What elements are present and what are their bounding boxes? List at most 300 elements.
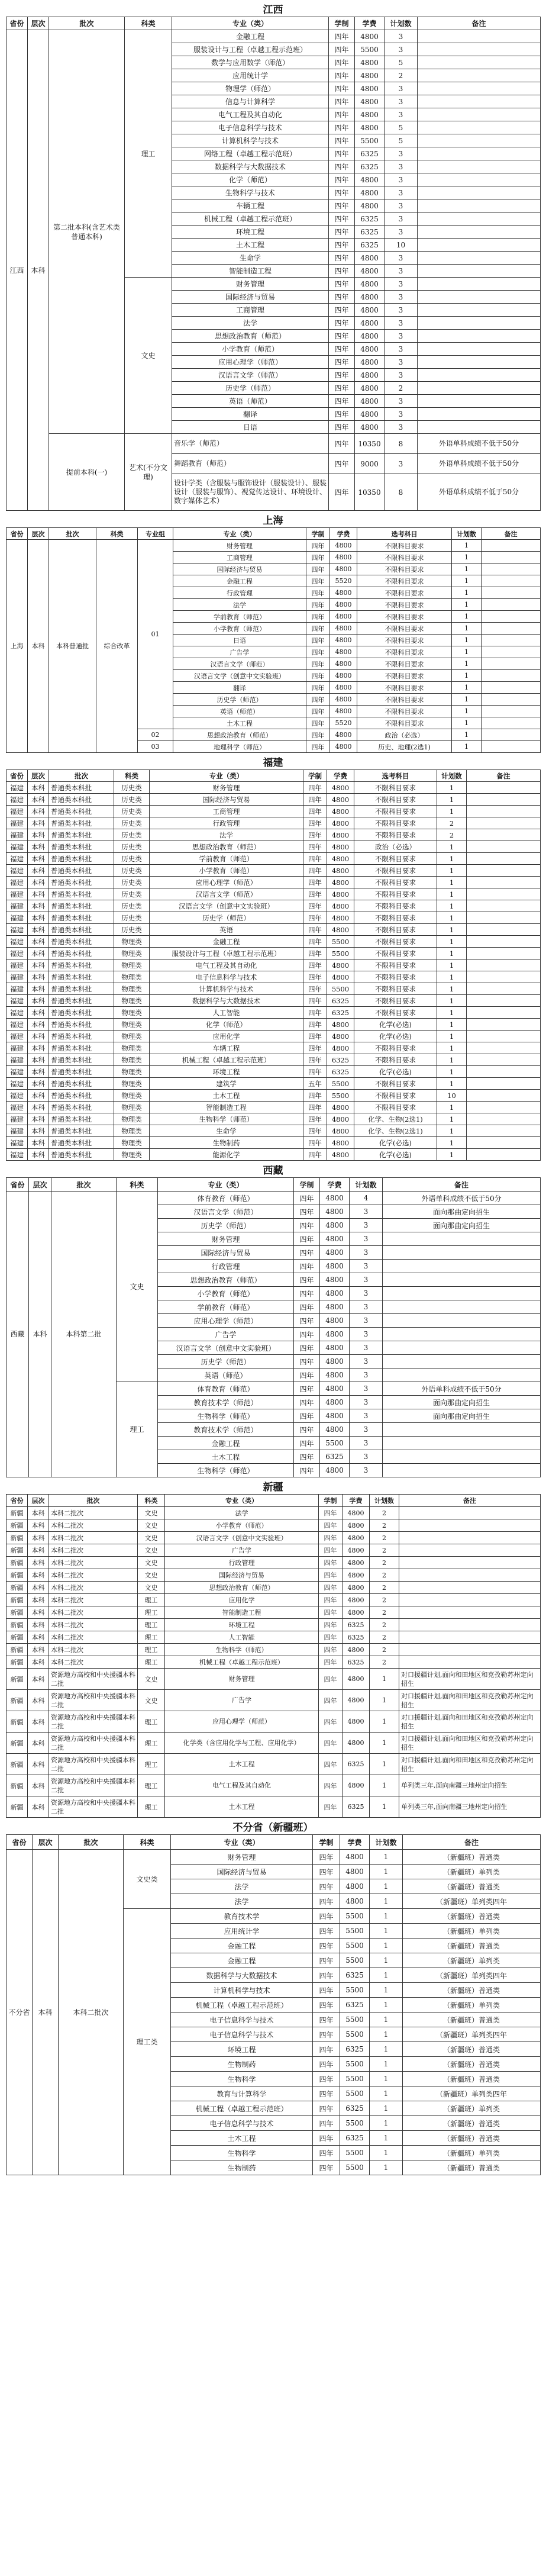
table-cell bbox=[383, 1464, 541, 1477]
table-cell: 不限科目要求 bbox=[354, 983, 437, 995]
table-cell: 新疆 bbox=[7, 1796, 28, 1818]
table-cell: 历史学（师范） bbox=[158, 1219, 294, 1232]
table-cell: 4800 bbox=[330, 564, 357, 575]
table-cell: 小学教育（师范） bbox=[173, 623, 306, 635]
table-cell: 本科 bbox=[28, 877, 49, 888]
table-cell: 历史类 bbox=[114, 794, 150, 806]
table-cell: 2 bbox=[370, 1631, 399, 1644]
section-title-bufen: 不分省（新疆班） bbox=[232, 1822, 314, 1834]
table-cell: 4800 bbox=[327, 1102, 354, 1113]
table-cell: 6325 bbox=[327, 1054, 354, 1066]
column-header: 专业（类） bbox=[173, 528, 306, 540]
table-cell: 四年 bbox=[306, 682, 330, 694]
table-cell: 文史 bbox=[138, 1532, 165, 1544]
column-header: 学费 bbox=[343, 1495, 370, 1507]
table-row bbox=[7, 888, 541, 900]
table-cell bbox=[383, 1368, 541, 1382]
table-cell: 本科二批次 bbox=[49, 1582, 138, 1594]
table-row bbox=[7, 841, 541, 853]
table-cell: 广告学 bbox=[173, 646, 306, 658]
table-cell: 四年 bbox=[306, 717, 330, 729]
table-cell bbox=[467, 1137, 541, 1149]
table-row bbox=[7, 1192, 541, 1205]
table-cell: 3 bbox=[385, 95, 418, 108]
table-cell: 6325 bbox=[340, 2101, 370, 2116]
header-row bbox=[7, 17, 541, 30]
table-cell: 生物科学（师范） bbox=[165, 1644, 319, 1656]
table-cell: 文史 bbox=[125, 278, 172, 434]
table-cell: 本科 bbox=[28, 540, 49, 753]
table-cell: 3 bbox=[385, 395, 418, 408]
table-shanghai bbox=[6, 527, 541, 753]
table-cell: 5500 bbox=[340, 2072, 370, 2086]
table-cell: 4800 bbox=[327, 1137, 354, 1149]
table-cell: 福建 bbox=[7, 1125, 28, 1137]
column-header: 科类 bbox=[138, 1495, 165, 1507]
table-cell: 四年 bbox=[329, 474, 355, 511]
table-row bbox=[7, 959, 541, 971]
table-cell: 1 bbox=[437, 1125, 467, 1137]
table-cell: 不限科目要求 bbox=[354, 971, 437, 983]
table-cell: 3 bbox=[385, 43, 418, 56]
table-cell: 新疆 bbox=[7, 1582, 28, 1594]
table-cell: 3 bbox=[350, 1287, 383, 1300]
table-cell: 9000 bbox=[355, 454, 385, 474]
table-cell: 日语 bbox=[172, 421, 329, 434]
table-cell: 5500 bbox=[320, 1437, 350, 1450]
table-cell: 3 bbox=[350, 1260, 383, 1273]
table-cell: 4800 bbox=[343, 1711, 370, 1733]
table-row bbox=[7, 1606, 541, 1619]
table-cell: 不限科目要求 bbox=[354, 877, 437, 888]
column-header: 计划数 bbox=[370, 1495, 399, 1507]
table-cell: 3 bbox=[350, 1382, 383, 1396]
table-cell: 1 bbox=[452, 587, 482, 599]
table-cell bbox=[418, 173, 541, 186]
table-cell: 4800 bbox=[327, 853, 354, 865]
table-cell bbox=[467, 1102, 541, 1113]
table-cell: 生物制药 bbox=[171, 2057, 313, 2072]
table-cell: 文史 bbox=[138, 1557, 165, 1569]
table-cell: 5 bbox=[385, 121, 418, 134]
table-cell: 4800 bbox=[320, 1232, 350, 1246]
table-cell: 1 bbox=[437, 1102, 467, 1113]
table-cell: 本科 bbox=[28, 1519, 49, 1532]
table-row bbox=[7, 1054, 541, 1066]
table-cell: 4800 bbox=[355, 56, 385, 69]
table-row bbox=[7, 434, 541, 454]
table-row bbox=[7, 1090, 541, 1102]
table-cell: 四年 bbox=[306, 587, 330, 599]
table-cell: 本科 bbox=[28, 1007, 49, 1019]
table-cell: 4800 bbox=[355, 30, 385, 43]
table-cell: 四年 bbox=[303, 1054, 327, 1066]
table-cell: 4800 bbox=[330, 694, 357, 706]
table-cell: 福建 bbox=[7, 1007, 28, 1019]
table-cell bbox=[383, 1328, 541, 1341]
table-cell: 3 bbox=[350, 1355, 383, 1368]
table-cell: 本科 bbox=[28, 1690, 49, 1711]
table-cell: 理工 bbox=[117, 1382, 158, 1477]
table-cell: 四年 bbox=[319, 1656, 343, 1669]
table-cell: 四年 bbox=[303, 983, 327, 995]
column-header: 专业（类） bbox=[171, 1835, 313, 1850]
table-cell: 4800 bbox=[320, 1368, 350, 1382]
table-cell: 3 bbox=[350, 1314, 383, 1328]
table-cell: 3 bbox=[350, 1464, 383, 1477]
table-cell: 物理类 bbox=[114, 995, 150, 1007]
table-cell: 四年 bbox=[303, 1113, 327, 1125]
table-cell bbox=[418, 239, 541, 252]
table-cell: 物理类 bbox=[114, 1149, 150, 1161]
table-cell: 福建 bbox=[7, 1066, 28, 1078]
table-cell: 6325 bbox=[343, 1619, 370, 1631]
table-cell: 思想政治教育（师范） bbox=[150, 841, 303, 853]
table-cell: 生物科学（师范） bbox=[150, 1113, 303, 1125]
table-cell: 1 bbox=[437, 959, 467, 971]
table-cell: 四年 bbox=[303, 936, 327, 948]
table-cell: 福建 bbox=[7, 995, 28, 1007]
table-cell: 5500 bbox=[340, 2057, 370, 2072]
table-cell: 不限科目要求 bbox=[354, 948, 437, 959]
column-header: 层次 bbox=[28, 17, 49, 30]
table-cell: 四年 bbox=[313, 2101, 340, 2116]
column-header: 计划数 bbox=[385, 17, 418, 30]
table-cell: 本科 bbox=[28, 1606, 49, 1619]
table-cell: 政治（必选） bbox=[357, 729, 452, 741]
table-cell: 英语 bbox=[150, 924, 303, 936]
table-cell: 四年 bbox=[313, 1850, 340, 1865]
table-cell: 物理类 bbox=[114, 1066, 150, 1078]
table-cell: 福建 bbox=[7, 782, 28, 794]
table-cell: 环境工程 bbox=[150, 1066, 303, 1078]
table-cell: 四年 bbox=[303, 995, 327, 1007]
table-cell: 4800 bbox=[320, 1287, 350, 1300]
table-cell: 3 bbox=[350, 1450, 383, 1464]
table-row bbox=[7, 1690, 541, 1711]
table-cell: 4800 bbox=[327, 794, 354, 806]
table-cell bbox=[399, 1519, 541, 1532]
table-cell: 财务管理 bbox=[150, 782, 303, 794]
table-cell: 4800 bbox=[343, 1519, 370, 1532]
table-cell: 四年 bbox=[306, 658, 330, 670]
table-cell: 金融工程 bbox=[150, 936, 303, 948]
table-cell: 6325 bbox=[340, 1968, 370, 1983]
table-cell: 智能制造工程 bbox=[172, 265, 329, 278]
table-cell: 1 bbox=[370, 2057, 403, 2072]
table-cell: 本科 bbox=[28, 1507, 49, 1519]
table-cell: 本科 bbox=[28, 1582, 49, 1594]
table-cell: 应用化学 bbox=[150, 1031, 303, 1042]
table-cell: 思想政治教育（师范） bbox=[165, 1582, 319, 1594]
table-cell: 不限科目要求 bbox=[354, 829, 437, 841]
column-header: 批次 bbox=[49, 528, 96, 540]
table-cell: 普通类本科批 bbox=[49, 971, 114, 983]
table-cell: 本科 bbox=[28, 1078, 49, 1090]
table-cell: 四年 bbox=[303, 1137, 327, 1149]
table-cell: 四年 bbox=[329, 147, 355, 160]
table-cell: 四年 bbox=[306, 729, 330, 741]
column-header: 学费 bbox=[340, 1835, 370, 1850]
table-cell: 不限科目要求 bbox=[357, 694, 452, 706]
table-cell: 土木工程 bbox=[173, 717, 306, 729]
table-cell bbox=[482, 564, 541, 575]
table-cell: （新疆班）普通类 bbox=[403, 2072, 541, 2086]
table-cell: 1 bbox=[452, 623, 482, 635]
table-cell: 土木工程 bbox=[158, 1450, 294, 1464]
table-cell: 4800 bbox=[320, 1409, 350, 1423]
table-cell: 四年 bbox=[329, 134, 355, 147]
table-cell bbox=[482, 741, 541, 753]
table-cell: 四年 bbox=[294, 1273, 320, 1287]
table-row bbox=[7, 877, 541, 888]
table-cell: 本科 bbox=[28, 841, 49, 853]
table-cell: 本科二批次 bbox=[49, 1606, 138, 1619]
table-cell: 四年 bbox=[303, 1042, 327, 1054]
table-cell: 本科 bbox=[33, 1850, 59, 2175]
table-cell: 四年 bbox=[313, 1953, 340, 1968]
table-cell: 物理学（师范） bbox=[172, 82, 329, 95]
table-cell: 汉语言文学（师范） bbox=[172, 369, 329, 382]
table-cell: 福建 bbox=[7, 1149, 28, 1161]
table-cell: 计算机科学与技术 bbox=[172, 134, 329, 147]
column-header: 计划数 bbox=[437, 770, 467, 782]
table-row bbox=[7, 829, 541, 841]
table-cell: 4800 bbox=[340, 1879, 370, 1894]
table-cell bbox=[418, 43, 541, 56]
table-cell: 4800 bbox=[320, 1341, 350, 1355]
table-cell: 四年 bbox=[329, 108, 355, 121]
table-cell: （新疆班）普通类 bbox=[403, 2116, 541, 2131]
table-cell: 不限科目要求 bbox=[354, 1054, 437, 1066]
table-cell: 01 bbox=[138, 540, 173, 729]
table-cell: 四年 bbox=[306, 575, 330, 587]
table-cell: 5500 bbox=[340, 2086, 370, 2101]
table-cell: 四年 bbox=[303, 841, 327, 853]
table-cell: 新疆 bbox=[7, 1544, 28, 1557]
table-cell: （新疆班）普通类 bbox=[403, 1939, 541, 1953]
table-cell: 汉语言文学（师范） bbox=[158, 1205, 294, 1219]
table-cell: 普通类本科批 bbox=[49, 1090, 114, 1102]
table-cell: 1 bbox=[452, 658, 482, 670]
table-cell bbox=[383, 1300, 541, 1314]
table-cell: 本科 bbox=[28, 829, 49, 841]
table-cell: 1 bbox=[370, 1894, 403, 1909]
table-cell: 4800 bbox=[327, 782, 354, 794]
table-cell: 四年 bbox=[313, 1879, 340, 1894]
table-cell: 四年 bbox=[329, 56, 355, 69]
table-cell bbox=[399, 1606, 541, 1619]
table-cell: 环境工程 bbox=[172, 226, 329, 239]
table-cell: 3 bbox=[385, 30, 418, 43]
table-cell: 应用化学 bbox=[165, 1594, 319, 1606]
table-cell: 4800 bbox=[327, 971, 354, 983]
table-cell: 本科 bbox=[28, 912, 49, 924]
table-cell: 本科 bbox=[28, 1733, 49, 1754]
table-cell: 4800 bbox=[343, 1644, 370, 1656]
table-cell: 四年 bbox=[306, 540, 330, 552]
column-header: 计划数 bbox=[452, 528, 482, 540]
table-cell: 6325 bbox=[355, 212, 385, 226]
table-cell: 5500 bbox=[327, 948, 354, 959]
table-cell: 3 bbox=[385, 199, 418, 212]
table-cell bbox=[482, 552, 541, 564]
table-cell: 不限科目要求 bbox=[354, 959, 437, 971]
table-cell: 四年 bbox=[329, 291, 355, 304]
table-cell: 本科 bbox=[28, 1113, 49, 1125]
table-cell: 法学 bbox=[150, 829, 303, 841]
table-cell: 应用心理学（师范） bbox=[158, 1314, 294, 1328]
table-cell: 翻译 bbox=[173, 682, 306, 694]
table-cell bbox=[482, 682, 541, 694]
column-header: 省份 bbox=[7, 17, 28, 30]
table-cell: 5500 bbox=[355, 134, 385, 147]
table-cell: 3 bbox=[385, 330, 418, 343]
table-cell: 小学教育（师范） bbox=[165, 1519, 319, 1532]
table-cell: 四年 bbox=[329, 69, 355, 82]
table-cell: 普通类本科批 bbox=[49, 841, 114, 853]
table-cell: 第二批本科(含艺术类普通本科) bbox=[49, 30, 125, 434]
table-cell: 本科 bbox=[28, 806, 49, 817]
table-cell: 本科 bbox=[29, 1192, 51, 1477]
table-cell bbox=[418, 252, 541, 265]
table-cell: 物理类 bbox=[114, 1019, 150, 1031]
table-row bbox=[7, 1796, 541, 1818]
table-cell: 理工 bbox=[138, 1775, 165, 1796]
table-cell bbox=[383, 1423, 541, 1437]
table-cell: 机械工程（卓越工程示范班） bbox=[150, 1054, 303, 1066]
table-cell: 1 bbox=[370, 1968, 403, 1983]
table-cell: 福建 bbox=[7, 900, 28, 912]
table-cell: 物理类 bbox=[114, 1078, 150, 1090]
table-cell: 不限科目要求 bbox=[357, 575, 452, 587]
table-cell: 综合改革 bbox=[96, 540, 138, 753]
table-cell: 四年 bbox=[329, 382, 355, 395]
table-cell: 3 bbox=[385, 226, 418, 239]
table-cell: 四年 bbox=[329, 95, 355, 108]
table-cell: 生物科学 bbox=[171, 2146, 313, 2160]
table-cell: 4800 bbox=[340, 1865, 370, 1879]
table-cell: 福建 bbox=[7, 948, 28, 959]
table-cell: 1 bbox=[437, 900, 467, 912]
table-cell: 四年 bbox=[303, 1019, 327, 1031]
table-cell: 5500 bbox=[340, 2160, 370, 2175]
table-cell: 4800 bbox=[327, 1113, 354, 1125]
table-cell: 2 bbox=[437, 829, 467, 841]
table-cell: 生命学 bbox=[172, 252, 329, 265]
table-cell bbox=[399, 1544, 541, 1557]
table-cell: 历史类 bbox=[114, 853, 150, 865]
table-cell bbox=[383, 1437, 541, 1450]
table-cell bbox=[399, 1594, 541, 1606]
table-cell: （新疆班）单列类四年 bbox=[403, 2086, 541, 2101]
table-row bbox=[7, 30, 541, 43]
table-cell: 不限科目要求 bbox=[354, 888, 437, 900]
table-cell bbox=[482, 623, 541, 635]
table-cell: 4800 bbox=[320, 1382, 350, 1396]
table-cell: 4800 bbox=[355, 265, 385, 278]
table-cell: 普通类本科批 bbox=[49, 1042, 114, 1054]
table-cell: 机械工程（卓越工程示范班） bbox=[172, 212, 329, 226]
table-cell: 不限科目要求 bbox=[357, 611, 452, 623]
table-cell: 4800 bbox=[327, 865, 354, 877]
table-cell: 1 bbox=[437, 1066, 467, 1078]
table-cell: 环境工程 bbox=[171, 2042, 313, 2057]
header-row bbox=[7, 1178, 541, 1192]
table-cell bbox=[418, 369, 541, 382]
table-cell: 四年 bbox=[313, 1998, 340, 2012]
table-cell: 本科 bbox=[28, 853, 49, 865]
table-cell: 6325 bbox=[327, 1007, 354, 1019]
table-cell: 四年 bbox=[294, 1450, 320, 1464]
table-cell: 1 bbox=[370, 2012, 403, 2027]
table-cell: 10 bbox=[437, 1090, 467, 1102]
table-cell: 6325 bbox=[343, 1656, 370, 1669]
table-cell: 文史 bbox=[138, 1690, 165, 1711]
table-cell bbox=[467, 1031, 541, 1042]
table-cell: 车辆工程 bbox=[150, 1042, 303, 1054]
table-cell: 普通类本科批 bbox=[49, 1102, 114, 1113]
table-cell: 四年 bbox=[329, 30, 355, 43]
table-cell: 不限科目要求 bbox=[354, 865, 437, 877]
table-cell: 2 bbox=[370, 1532, 399, 1544]
table-cell: 四年 bbox=[313, 2027, 340, 2042]
table-cell: 对口援疆计划,面向和田地区和克孜勒苏州定向招生 bbox=[399, 1733, 541, 1754]
table-cell: 四年 bbox=[294, 1382, 320, 1396]
table-cell: 4800 bbox=[343, 1594, 370, 1606]
table-row bbox=[7, 1102, 541, 1113]
table-cell: 不限科目要求 bbox=[357, 717, 452, 729]
table-cell bbox=[467, 948, 541, 959]
table-cell: 汉语言文学（师范） bbox=[150, 888, 303, 900]
table-cell: 本科二批次 bbox=[49, 1656, 138, 1669]
table-cell: 4800 bbox=[355, 343, 385, 356]
table-cell: 四年 bbox=[294, 1368, 320, 1382]
table-row bbox=[7, 1066, 541, 1078]
table-cell: 本科 bbox=[28, 1656, 49, 1669]
table-cell: 不限科目要求 bbox=[357, 540, 452, 552]
table-cell: 设计学类（含服装与服饰设计（服装设计）、服装设计（服装与服饰）、视觉传达设计、环境设计、数字媒体艺术） bbox=[172, 474, 329, 511]
table-cell: 不限科目要求 bbox=[354, 995, 437, 1007]
table-cell: 2 bbox=[370, 1619, 399, 1631]
table-cell: 小学教育（师范） bbox=[158, 1287, 294, 1300]
column-header: 层次 bbox=[29, 1178, 51, 1192]
table-cell: 四年 bbox=[329, 199, 355, 212]
table-cell: 四年 bbox=[303, 1007, 327, 1019]
table-cell: 四年 bbox=[306, 635, 330, 646]
table-cell bbox=[482, 587, 541, 599]
column-header: 批次 bbox=[49, 770, 114, 782]
table-cell: 1 bbox=[437, 983, 467, 995]
table-cell: 不限科目要求 bbox=[354, 900, 437, 912]
table-cell: 本科 bbox=[28, 1544, 49, 1557]
table-cell: 不限科目要求 bbox=[354, 794, 437, 806]
table-cell: 四年 bbox=[313, 1939, 340, 1953]
column-header: 学制 bbox=[306, 528, 330, 540]
table-cell: 3 bbox=[385, 304, 418, 317]
table-cell: 不限科目要求 bbox=[354, 817, 437, 829]
column-header: 层次 bbox=[33, 1835, 59, 1850]
table-cell: 5 bbox=[385, 134, 418, 147]
table-cell: （新疆班）普通类 bbox=[403, 2012, 541, 2027]
table-cell: 不限科目要求 bbox=[357, 635, 452, 646]
table-row bbox=[7, 1644, 541, 1656]
table-cell: 3 bbox=[350, 1409, 383, 1423]
table-cell: 四年 bbox=[306, 552, 330, 564]
table-cell: 车辆工程 bbox=[172, 199, 329, 212]
table-cell: 福建 bbox=[7, 1054, 28, 1066]
table-cell: 1 bbox=[370, 1850, 403, 1865]
